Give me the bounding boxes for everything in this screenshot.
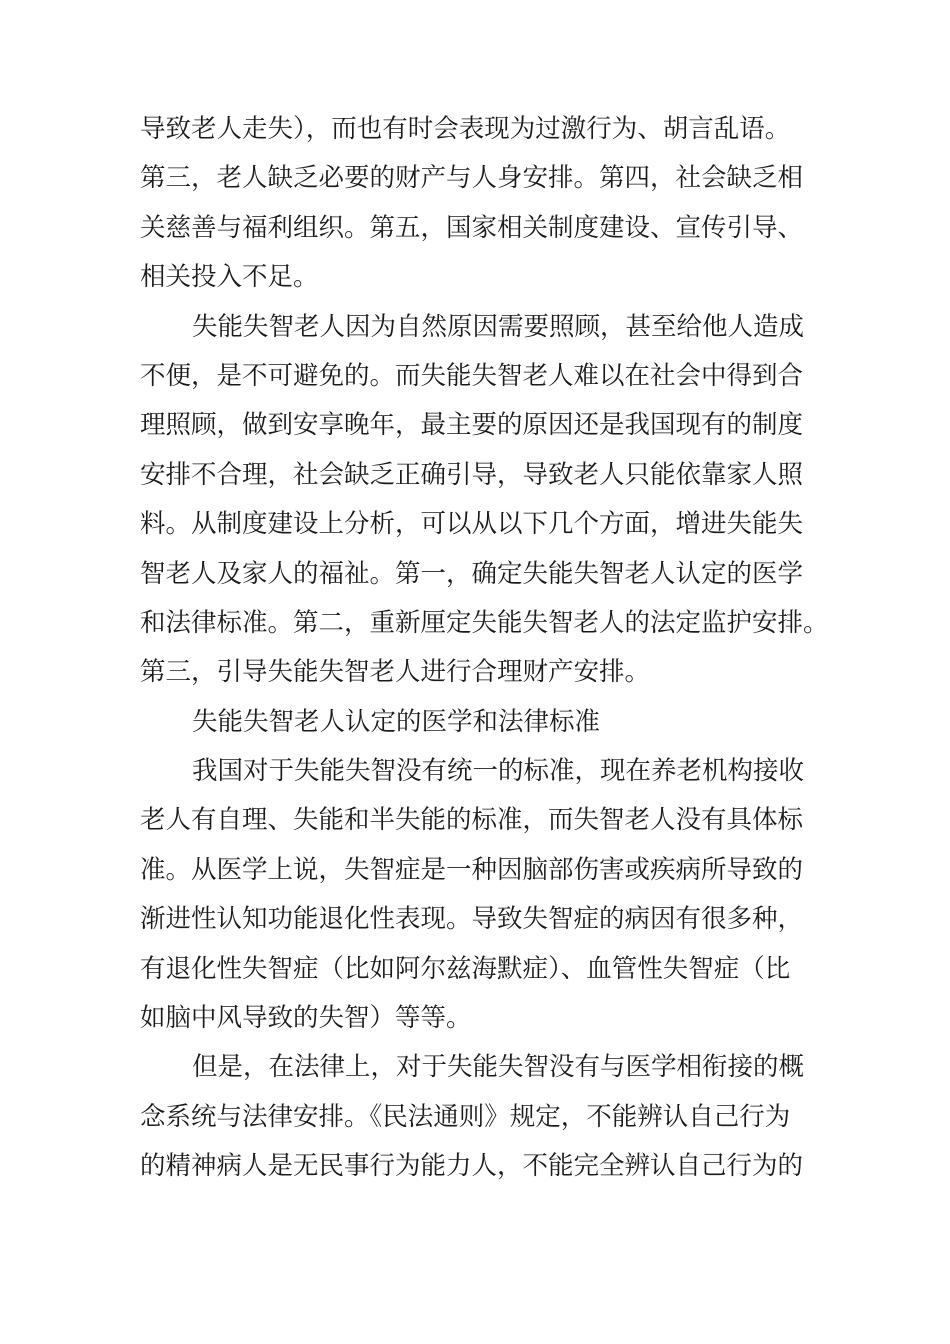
text-line: 老人有自理、失能和半失能的标准，而失智老人没有具体标 <box>140 805 804 836</box>
paragraph-first-line: 我国对于失能失智没有统一的标准，现在养老机构接收 <box>192 756 805 787</box>
paragraph-first-line: 但是，在法律上，对于失能失智没有与医学相衔接的概 <box>192 1052 805 1083</box>
section-heading: 失能失智老人认定的医学和法律标准 <box>192 706 601 737</box>
text-line: 理照顾，做到安享晚年，最主要的原因还是我国现有的制度 <box>140 410 804 441</box>
text-line: 安排不合理，社会缺乏正确引导，导致老人只能依靠家人照 <box>140 459 804 490</box>
text-line: 第三，老人缺乏必要的财产与人身安排。第四，社会缺乏相 <box>140 163 804 194</box>
text-line: 念系统与法律安排。《民法通则》规定，不能辨认自己行为 <box>140 1101 791 1132</box>
text-line: 导致老人走失），而也有时会表现为过激行为、胡言乱语。 <box>140 114 791 144</box>
document-body <box>140 105 830 1192</box>
text-line: 和法律标准。第二，重新厘定失能失智老人的法定监护安排。 <box>140 607 829 638</box>
text-line: 渐进性认知功能退化性表现。导致失智症的病因有很多种， <box>140 904 804 935</box>
text-line: 料。从制度建设上分析，可以从以下几个方面，增进失能失 <box>140 509 804 540</box>
text-line: 不便，是不可避免的。而失能失智老人难以在社会中得到合 <box>140 360 804 391</box>
text-line: 相关投入不足。 <box>140 262 319 293</box>
text-line: 有退化性失智症（比如阿尔兹海默症）、血管性失智症（比 <box>140 953 791 984</box>
text-line: 的精神病人是无民事行为能力人，不能完全辨认自己行为的 <box>140 1151 804 1182</box>
text-line: 第三，引导失能失智老人进行合理财产安排。 <box>140 657 651 688</box>
text-line: 准。从医学上说，失智症是一种因脑部伤害或疾病所导致的 <box>140 854 804 885</box>
paragraph-first-line: 失能失智老人因为自然原因需要照顾，甚至给他人造成 <box>192 311 805 342</box>
text-line: 如脑中风导致的失智）等等。 <box>140 1003 472 1034</box>
text-line: 智老人及家人的福祉。第一，确定失能失智老人认定的医学 <box>140 558 804 589</box>
text-line: 关慈善与福利组织。第五，国家相关制度建设、宣传引导、 <box>140 212 804 243</box>
